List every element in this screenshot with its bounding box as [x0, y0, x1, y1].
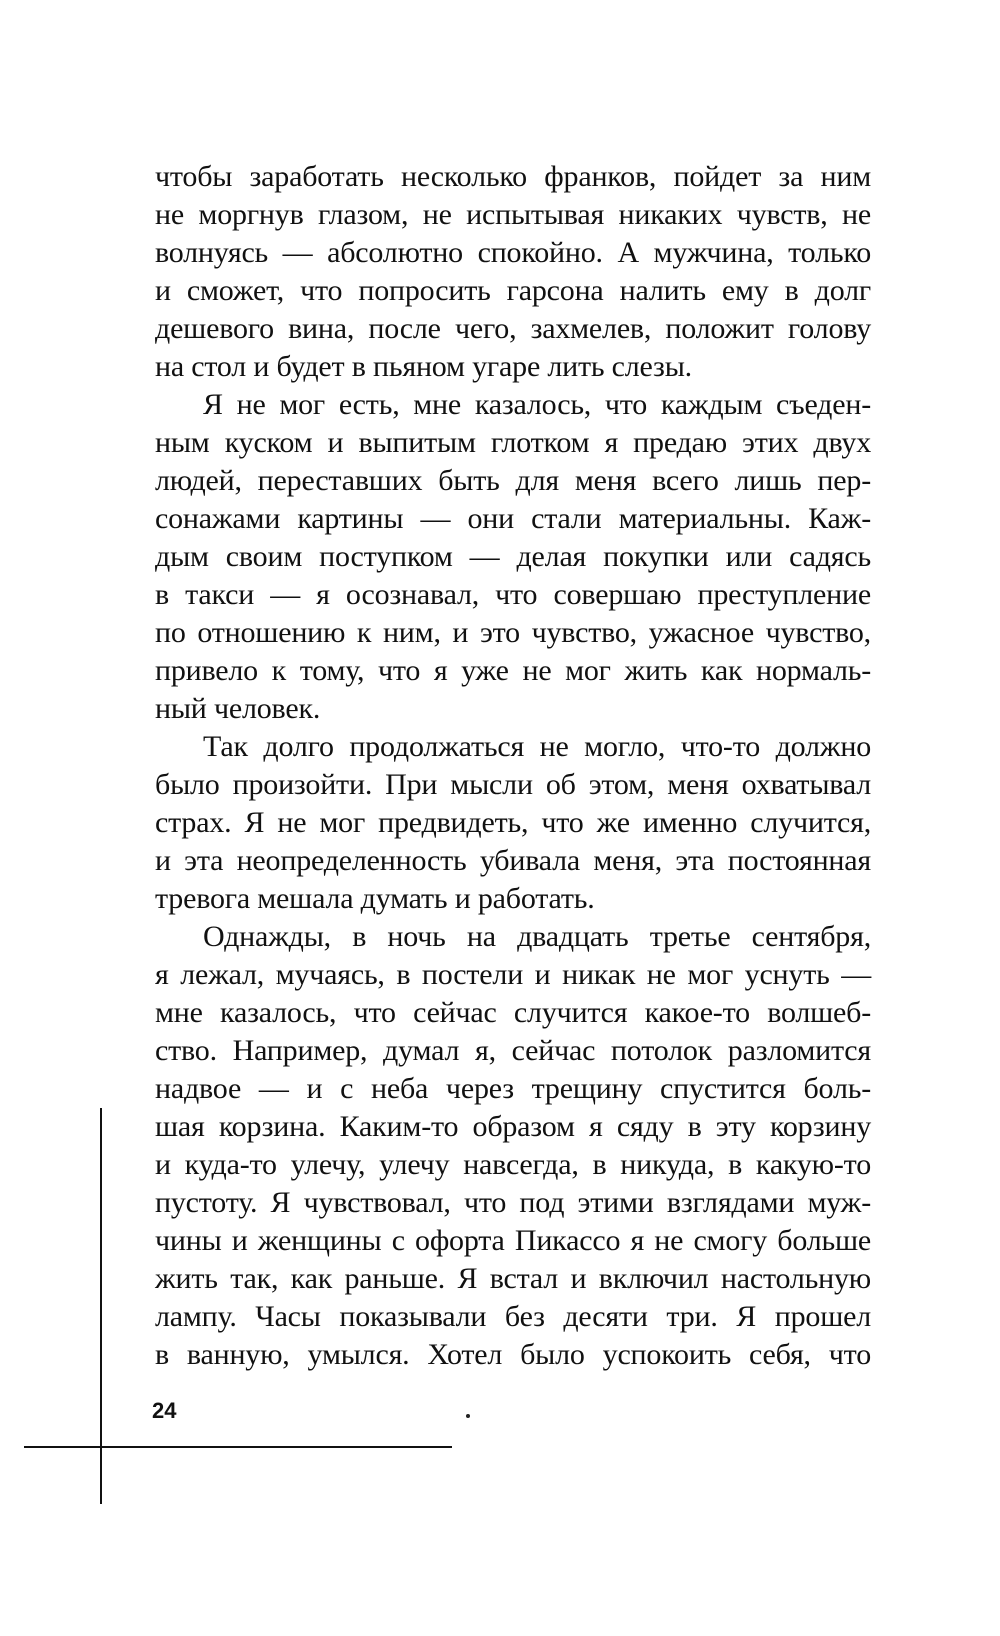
text-line: и сможет, что попросить гарсона налить ему в долг	[155, 274, 871, 307]
text-line: Так долго продолжаться не могло, что-то должно	[203, 730, 871, 763]
text-line: пустоту. Я чувствовал, что под этими взглядами муж-	[155, 1186, 871, 1219]
text-line: и эта неопределенность убивала меня, эта постоянная	[155, 844, 871, 877]
text-line: тревога мешала думать и работать.	[155, 882, 595, 915]
text-line: волнуясь — абсолютно спокойно. А мужчина, только	[155, 236, 871, 269]
text-line: на стол и будет в пьяном угаре лить слезы.	[155, 350, 692, 383]
text-line: мне казалось, что сейчас случится какое-то волшеб-	[155, 996, 871, 1029]
text-line: сонажами картины — они стали материальны. Каж-	[155, 502, 871, 535]
text-line: дешевого вина, после чего, захмелев, положит голову	[155, 312, 871, 345]
text-line: лампу. Часы показывали без десяти три. Я прошел	[155, 1300, 871, 1333]
crop-mark-horizontal	[24, 1446, 452, 1448]
text-line: в ванную, умылся. Хотел было успокоить себя, что	[155, 1338, 871, 1371]
text-line: жить так, как раньше. Я встал и включил настольную	[155, 1262, 871, 1295]
text-line: Однажды, в ночь на двадцать третье сентября,	[203, 920, 871, 953]
text-line: не моргнув глазом, не испытывая никаких чувств, не	[155, 198, 871, 231]
text-line: чины и женщины с офорта Пикассо я не смогу больше	[155, 1224, 871, 1257]
text-line: было произойти. При мысли об этом, меня охватывал	[155, 768, 871, 801]
text-line: Я не мог есть, мне казалось, что каждым съеден-	[203, 388, 871, 421]
text-line: людей, переставших быть для меня всего лишь пер-	[155, 464, 871, 497]
text-line: ство. Например, думал я, сейчас потолок разломится	[155, 1034, 871, 1067]
text-line: чтобы заработать несколько франков, пойдет за ним	[155, 160, 871, 193]
printer-dot	[466, 1414, 470, 1418]
text-line: ным куском и выпитым глотком я предаю этих двух	[155, 426, 871, 459]
text-line: надвое — и с неба через трещину спустится боль-	[155, 1072, 871, 1105]
text-line: и куда-то улечу, улечу навсегда, в никуда, в какую-то	[155, 1148, 871, 1181]
crop-mark-vertical	[100, 1108, 102, 1504]
text-line: по отношению к ним, и это чувство, ужасное чувство,	[155, 616, 871, 649]
text-line: страх. Я не мог предвидеть, что же именно случится,	[155, 806, 871, 839]
text-line: в такси — я осознавал, что совершаю преступление	[155, 578, 871, 611]
text-line: дым своим поступком — делая покупки или садясь	[155, 540, 871, 573]
page-number: 24	[152, 1398, 177, 1423]
text-line: шая корзина. Каким-то образом я сяду в эту корзину	[155, 1110, 871, 1143]
body-text	[155, 158, 871, 1374]
text-line: я лежал, мучаясь, в постели и никак не мог уснуть —	[155, 958, 871, 991]
text-line: ный человек.	[155, 692, 321, 725]
text-line: привело к тому, что я уже не мог жить как нормаль-	[155, 654, 871, 687]
